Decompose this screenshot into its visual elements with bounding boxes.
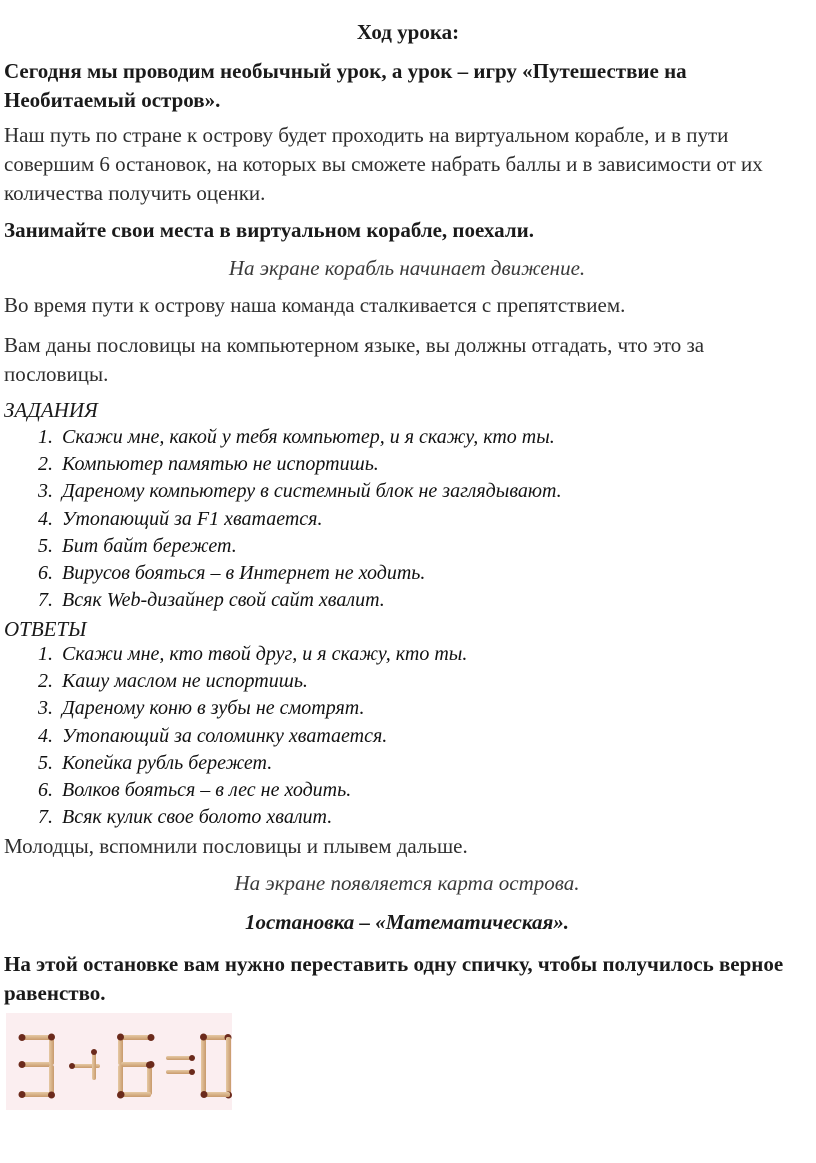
- stop-1-task-paragraph: На этой остановке вам нужно переставить одну спичку, чтобы получилось верное равенство.: [4, 952, 784, 1005]
- proverbs-intro-paragraph: Вам даны пословицы на компьютерном языке, вы должны отгадать, что это за пословицы.: [4, 333, 705, 386]
- list-item: 1. Скажи мне, какой у тебя компьютер, и я скажу, кто ты.: [38, 426, 555, 448]
- screen-note-ship: На экране корабль начинает движение.: [228, 256, 586, 280]
- digit-0-matches: [200, 1034, 232, 1099]
- page-title: Ход урока:: [356, 20, 460, 44]
- list-item: 2. Компьютер памятью не испортишь.: [38, 453, 379, 476]
- board-call-paragraph: Занимайте свои места в виртуальном корабле, поехали.: [4, 218, 534, 242]
- list-item: 2. Кашу маслом не испортишь.: [38, 670, 308, 693]
- list-item: 6. Вирусов бояться – в Интернет не ходить.: [38, 561, 426, 584]
- praise-paragraph: Молодцы, вспомнили пословицы и плывем дальше.: [4, 834, 468, 858]
- obstacle-paragraph: Во время пути к острову наша команда сталкивается с препятствием.: [4, 293, 626, 317]
- list-item: 6. Волков бояться – в лес не ходить.: [38, 778, 352, 801]
- list-item: 5. Бит байт бережет.: [38, 534, 237, 557]
- screen-note-map: На экране появляется карта острова.: [234, 871, 580, 895]
- list-item: 7. Всяк кулик свое болото хвалит.: [38, 806, 333, 829]
- digit-3-matches: [19, 1034, 56, 1099]
- digit-6-matches: [117, 1034, 155, 1099]
- matchstick-equation-image: [6, 1013, 232, 1110]
- list-item: 4. Утопающий за соломинку хватается.: [38, 724, 388, 747]
- list-item: 7. Всяк Web-дизайнер свой сайт хвалит.: [38, 589, 385, 612]
- tasks-list: [0, 424, 816, 614]
- list-item: 3. Дареному компьютеру в системный блок не заглядывают.: [38, 480, 562, 503]
- tasks-label: ЗАДАНИЯ: [4, 398, 98, 422]
- intro-bold-paragraph: Сегодня мы проводим необычный урок, а урок – игру «Путешествие на Необитаемый остров».: [4, 59, 687, 112]
- list-item: 5. Копейка рубль бережет.: [38, 751, 273, 774]
- list-item: 1. Скажи мне, кто твой друг, и я скажу, кто ты.: [38, 643, 468, 665]
- matchstick-puzzle: [6, 1013, 232, 1110]
- equals-sign-matches: [166, 1055, 195, 1075]
- list-item: 3. Дареному коню в зубы не смотрят.: [38, 697, 365, 720]
- answers-label: ОТВЕТЫ: [4, 617, 87, 641]
- answers-list: [0, 641, 816, 831]
- intro-paragraph: Наш путь по стране к острову будет проходить на виртуальном корабле, и в пути совершим 6 остановок, на которых вы сможете набрать баллы и в зависимости от их количества получить оценки.: [4, 123, 763, 205]
- stop-1-title: 1остановка – «Математическая».: [244, 910, 570, 934]
- list-item: 4. Утопающий за F1 хватается.: [38, 507, 323, 530]
- plus-sign-matches: [69, 1049, 100, 1080]
